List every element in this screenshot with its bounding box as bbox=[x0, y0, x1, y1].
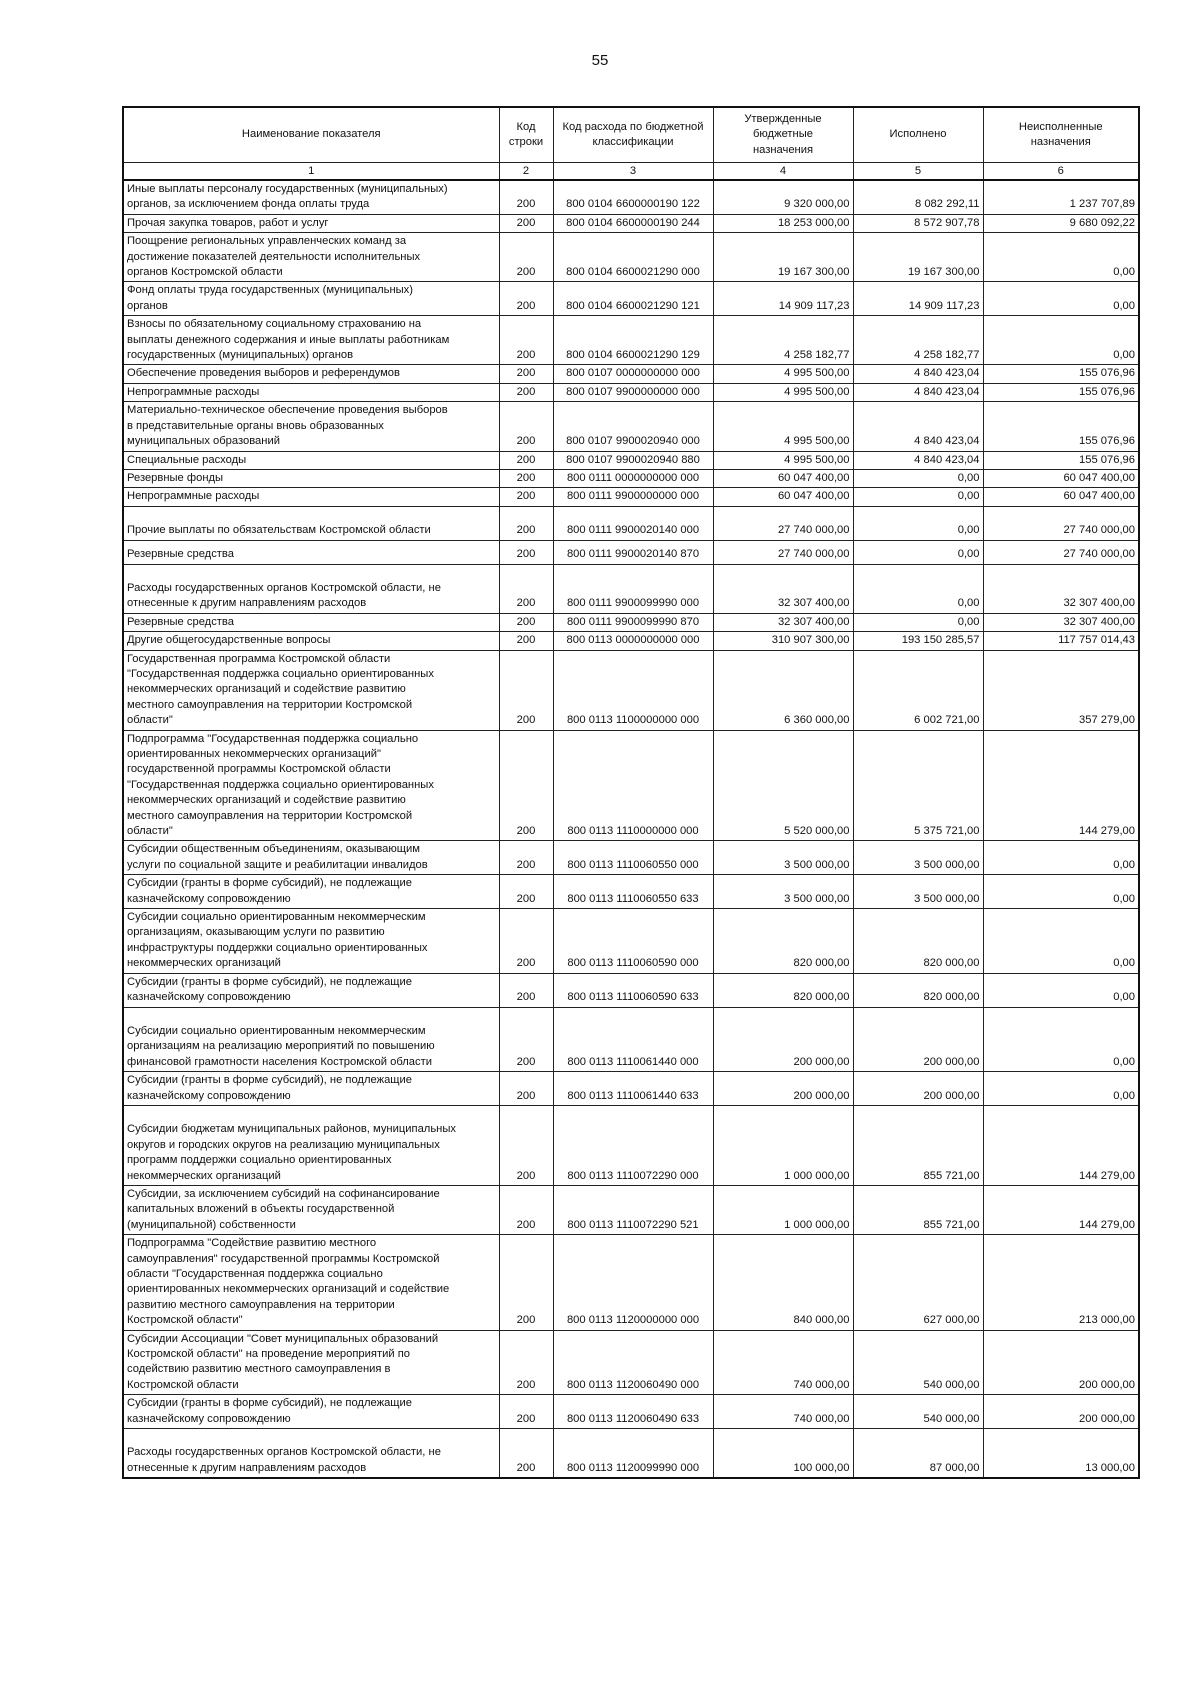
row-name-cell: Прочая закупка товаров, работ и услуг bbox=[123, 214, 499, 232]
row-executed-cell: 200 000,00 bbox=[853, 1072, 983, 1106]
row-unexecuted-cell: 27 740 000,00 bbox=[983, 540, 1139, 564]
row-approved-cell: 60 047 400,00 bbox=[713, 469, 853, 487]
row-name-cell: Резервные средства bbox=[123, 613, 499, 631]
table-row bbox=[123, 402, 1139, 451]
row-executed-cell: 4 258 182,77 bbox=[853, 316, 983, 365]
table-row bbox=[123, 1072, 1139, 1106]
row-unexecuted-cell: 200 000,00 bbox=[983, 1395, 1139, 1429]
row-unexecuted-cell: 117 757 014,43 bbox=[983, 632, 1139, 650]
row-classification-cell: 800 0111 9900099990 000 bbox=[553, 564, 713, 613]
row-approved-cell: 200 000,00 bbox=[713, 1072, 853, 1106]
row-name-cell: Субсидии социально ориентированным некоммерческим организациям, оказывающим услуги по развитию инфраструктуры поддержки социально ориентированных некоммерческих организаций bbox=[123, 909, 499, 974]
row-classification-cell: 800 0113 1110061440 633 bbox=[553, 1072, 713, 1106]
row-executed-cell: 540 000,00 bbox=[853, 1330, 983, 1395]
row-approved-cell: 32 307 400,00 bbox=[713, 564, 853, 613]
row-line-code-cell: 200 bbox=[499, 1395, 553, 1429]
row-classification-cell: 800 0111 9900000000 000 bbox=[553, 488, 713, 506]
table-row bbox=[123, 1185, 1139, 1234]
row-executed-cell: 3 500 000,00 bbox=[853, 875, 983, 909]
row-executed-cell: 0,00 bbox=[853, 506, 983, 540]
budget-execution-table bbox=[122, 106, 1140, 1479]
row-name-cell: Непрограммные расходы bbox=[123, 488, 499, 506]
row-line-code-cell: 200 bbox=[499, 383, 553, 401]
row-line-code-cell: 200 bbox=[499, 1429, 553, 1479]
header-name: Наименование показателя bbox=[123, 107, 499, 163]
table-row bbox=[123, 469, 1139, 487]
row-classification-cell: 800 0113 1110060590 000 bbox=[553, 909, 713, 974]
row-name-cell: Подпрограмма "Содействие развитию местного самоуправления" государственной программы Костромской области "Государственная поддержка социально ориентированных некоммерческих организаций и содействие развитию местного самоуправления на территории Костромской области" bbox=[123, 1235, 499, 1330]
header-line-code: Код строки bbox=[499, 107, 553, 163]
row-unexecuted-cell: 60 047 400,00 bbox=[983, 469, 1139, 487]
row-executed-cell: 4 840 423,04 bbox=[853, 451, 983, 469]
row-unexecuted-cell: 0,00 bbox=[983, 282, 1139, 316]
row-classification-cell: 800 0113 1120000000 000 bbox=[553, 1235, 713, 1330]
row-unexecuted-cell: 9 680 092,22 bbox=[983, 214, 1139, 232]
row-executed-cell: 540 000,00 bbox=[853, 1395, 983, 1429]
row-approved-cell: 100 000,00 bbox=[713, 1429, 853, 1479]
row-name-cell: Расходы государственных органов Костромской области, не отнесенные к другим направлениям расходов bbox=[123, 1429, 499, 1479]
row-line-code-cell: 200 bbox=[499, 613, 553, 631]
table-row bbox=[123, 632, 1139, 650]
row-approved-cell: 740 000,00 bbox=[713, 1395, 853, 1429]
row-line-code-cell: 200 bbox=[499, 650, 553, 730]
row-unexecuted-cell: 0,00 bbox=[983, 973, 1139, 1007]
row-name-cell: Резервные средства bbox=[123, 540, 499, 564]
table-row bbox=[123, 506, 1139, 540]
table-row bbox=[123, 1105, 1139, 1185]
row-classification-cell: 800 0113 1110060550 633 bbox=[553, 875, 713, 909]
row-approved-cell: 4 995 500,00 bbox=[713, 402, 853, 451]
column-number: 4 bbox=[713, 163, 853, 181]
row-approved-cell: 200 000,00 bbox=[713, 1007, 853, 1072]
table-row bbox=[123, 488, 1139, 506]
row-classification-cell: 800 0113 1110061440 000 bbox=[553, 1007, 713, 1072]
row-classification-cell: 800 0113 1110000000 000 bbox=[553, 730, 713, 841]
row-unexecuted-cell: 155 076,96 bbox=[983, 383, 1139, 401]
row-unexecuted-cell: 144 279,00 bbox=[983, 1105, 1139, 1185]
row-unexecuted-cell: 27 740 000,00 bbox=[983, 506, 1139, 540]
table-row bbox=[123, 613, 1139, 631]
row-name-cell: Субсидии (гранты в форме субсидий), не подлежащие казначейскому сопровождению bbox=[123, 875, 499, 909]
table-row bbox=[123, 1235, 1139, 1330]
row-executed-cell: 14 909 117,23 bbox=[853, 282, 983, 316]
row-line-code-cell: 200 bbox=[499, 564, 553, 613]
row-line-code-cell: 200 bbox=[499, 488, 553, 506]
table-row bbox=[123, 540, 1139, 564]
row-name-cell: Обеспечение проведения выборов и референдумов bbox=[123, 365, 499, 383]
row-line-code-cell: 200 bbox=[499, 540, 553, 564]
row-line-code-cell: 200 bbox=[499, 282, 553, 316]
table-row bbox=[123, 1007, 1139, 1072]
row-approved-cell: 27 740 000,00 bbox=[713, 506, 853, 540]
table-row bbox=[123, 650, 1139, 730]
row-classification-cell: 800 0113 1110072290 521 bbox=[553, 1185, 713, 1234]
row-unexecuted-cell: 0,00 bbox=[983, 1072, 1139, 1106]
row-approved-cell: 19 167 300,00 bbox=[713, 233, 853, 282]
row-classification-cell: 800 0113 1120060490 633 bbox=[553, 1395, 713, 1429]
row-approved-cell: 60 047 400,00 bbox=[713, 488, 853, 506]
row-executed-cell: 3 500 000,00 bbox=[853, 841, 983, 875]
row-classification-cell: 800 0113 0000000000 000 bbox=[553, 632, 713, 650]
header-unexecuted: Неисполненные назначения bbox=[983, 107, 1139, 163]
row-name-cell: Непрограммные расходы bbox=[123, 383, 499, 401]
row-executed-cell: 855 721,00 bbox=[853, 1105, 983, 1185]
table-header-row bbox=[123, 107, 1139, 163]
row-approved-cell: 27 740 000,00 bbox=[713, 540, 853, 564]
header-executed: Исполнено bbox=[853, 107, 983, 163]
row-executed-cell: 6 002 721,00 bbox=[853, 650, 983, 730]
row-classification-cell: 800 0113 1100000000 000 bbox=[553, 650, 713, 730]
row-executed-cell: 0,00 bbox=[853, 469, 983, 487]
row-approved-cell: 1 000 000,00 bbox=[713, 1105, 853, 1185]
row-approved-cell: 6 360 000,00 bbox=[713, 650, 853, 730]
table-row bbox=[123, 909, 1139, 974]
row-approved-cell: 14 909 117,23 bbox=[713, 282, 853, 316]
row-approved-cell: 4 995 500,00 bbox=[713, 451, 853, 469]
row-executed-cell: 855 721,00 bbox=[853, 1185, 983, 1234]
table-row bbox=[123, 282, 1139, 316]
row-unexecuted-cell: 155 076,96 bbox=[983, 365, 1139, 383]
row-name-cell: Субсидии Ассоциации "Совет муниципальных образований Костромской области" на проведение мероприятий по содействию развитию местного самоуправления в Костромской области bbox=[123, 1330, 499, 1395]
row-line-code-cell: 200 bbox=[499, 365, 553, 383]
row-line-code-cell: 200 bbox=[499, 1072, 553, 1106]
row-executed-cell: 4 840 423,04 bbox=[853, 365, 983, 383]
row-name-cell: Субсидии общественным объединениям, оказывающим услуги по социальной защите и реабилитации инвалидов bbox=[123, 841, 499, 875]
row-line-code-cell: 200 bbox=[499, 909, 553, 974]
row-approved-cell: 5 520 000,00 bbox=[713, 730, 853, 841]
row-name-cell: Резервные фонды bbox=[123, 469, 499, 487]
row-name-cell: Субсидии бюджетам муниципальных районов, муниципальных округов и городских округов на реализацию муниципальных программ поддержки социально ориентированных некоммерческих организаций bbox=[123, 1105, 499, 1185]
row-name-cell: Субсидии (гранты в форме субсидий), не подлежащие казначейскому сопровождению bbox=[123, 1395, 499, 1429]
row-line-code-cell: 200 bbox=[499, 1235, 553, 1330]
row-name-cell: Специальные расходы bbox=[123, 451, 499, 469]
table-row bbox=[123, 1330, 1139, 1395]
row-approved-cell: 820 000,00 bbox=[713, 909, 853, 974]
table-row bbox=[123, 564, 1139, 613]
column-number: 6 bbox=[983, 163, 1139, 181]
table-row bbox=[123, 451, 1139, 469]
row-line-code-cell: 200 bbox=[499, 841, 553, 875]
table-row bbox=[123, 841, 1139, 875]
row-classification-cell: 800 0111 9900099990 870 bbox=[553, 613, 713, 631]
row-line-code-cell: 200 bbox=[499, 875, 553, 909]
row-approved-cell: 32 307 400,00 bbox=[713, 613, 853, 631]
row-unexecuted-cell: 0,00 bbox=[983, 233, 1139, 282]
row-classification-cell: 800 0107 9900020940 000 bbox=[553, 402, 713, 451]
row-line-code-cell: 200 bbox=[499, 402, 553, 451]
row-name-cell: Взносы по обязательному социальному страхованию на выплаты денежного содержания и иные выплаты работникам государственных (муниципальных) органов bbox=[123, 316, 499, 365]
row-executed-cell: 87 000,00 bbox=[853, 1429, 983, 1479]
row-classification-cell: 800 0104 6600021290 121 bbox=[553, 282, 713, 316]
row-classification-cell: 800 0113 1120060490 000 bbox=[553, 1330, 713, 1395]
row-approved-cell: 4 258 182,77 bbox=[713, 316, 853, 365]
row-executed-cell: 5 375 721,00 bbox=[853, 730, 983, 841]
row-executed-cell: 193 150 285,57 bbox=[853, 632, 983, 650]
row-classification-cell: 800 0113 1120099990 000 bbox=[553, 1429, 713, 1479]
row-unexecuted-cell: 155 076,96 bbox=[983, 402, 1139, 451]
row-classification-cell: 800 0107 0000000000 000 bbox=[553, 365, 713, 383]
row-approved-cell: 3 500 000,00 bbox=[713, 875, 853, 909]
row-line-code-cell: 200 bbox=[499, 233, 553, 282]
row-name-cell: Иные выплаты персоналу государственных (муниципальных) органов, за исключением фонда оплаты труда bbox=[123, 180, 499, 214]
row-executed-cell: 627 000,00 bbox=[853, 1235, 983, 1330]
row-line-code-cell: 200 bbox=[499, 1330, 553, 1395]
row-name-cell: Субсидии социально ориентированным некоммерческим организациям на реализацию мероприятий по повышению финансовой грамотности населения Костромской области bbox=[123, 1007, 499, 1072]
row-executed-cell: 0,00 bbox=[853, 488, 983, 506]
table-row bbox=[123, 180, 1139, 214]
row-name-cell: Материально-техническое обеспечение проведения выборов в представительные органы вновь образованных муниципальных образований bbox=[123, 402, 499, 451]
row-executed-cell: 19 167 300,00 bbox=[853, 233, 983, 282]
row-unexecuted-cell: 1 237 707,89 bbox=[983, 180, 1139, 214]
row-name-cell: Субсидии, за исключением субсидий на софинансирование капитальных вложений в объекты государственной (муниципальной) собственности bbox=[123, 1185, 499, 1234]
table-row bbox=[123, 214, 1139, 232]
row-executed-cell: 8 082 292,11 bbox=[853, 180, 983, 214]
row-classification-cell: 800 0113 1110072290 000 bbox=[553, 1105, 713, 1185]
row-name-cell: Другие общегосударственные вопросы bbox=[123, 632, 499, 650]
row-unexecuted-cell: 13 000,00 bbox=[983, 1429, 1139, 1479]
row-name-cell: Расходы государственных органов Костромской области, не отнесенные к другим направлениям расходов bbox=[123, 564, 499, 613]
column-number: 3 bbox=[553, 163, 713, 181]
row-line-code-cell: 200 bbox=[499, 316, 553, 365]
table-row bbox=[123, 383, 1139, 401]
row-approved-cell: 840 000,00 bbox=[713, 1235, 853, 1330]
row-name-cell: Субсидии (гранты в форме субсидий), не подлежащие казначейскому сопровождению bbox=[123, 973, 499, 1007]
page-number: 55 bbox=[591, 52, 609, 69]
row-approved-cell: 4 995 500,00 bbox=[713, 365, 853, 383]
table-body bbox=[123, 180, 1139, 1478]
row-unexecuted-cell: 144 279,00 bbox=[983, 1185, 1139, 1234]
row-unexecuted-cell: 213 000,00 bbox=[983, 1235, 1139, 1330]
row-executed-cell: 4 840 423,04 bbox=[853, 402, 983, 451]
row-executed-cell: 0,00 bbox=[853, 540, 983, 564]
row-classification-cell: 800 0104 6600000190 244 bbox=[553, 214, 713, 232]
row-name-cell: Прочие выплаты по обязательствам Костромской области bbox=[123, 506, 499, 540]
table-row bbox=[123, 1429, 1139, 1479]
row-unexecuted-cell: 32 307 400,00 bbox=[983, 564, 1139, 613]
row-line-code-cell: 200 bbox=[499, 214, 553, 232]
row-unexecuted-cell: 0,00 bbox=[983, 909, 1139, 974]
row-approved-cell: 310 907 300,00 bbox=[713, 632, 853, 650]
row-unexecuted-cell: 200 000,00 bbox=[983, 1330, 1139, 1395]
column-number: 5 bbox=[853, 163, 983, 181]
row-line-code-cell: 200 bbox=[499, 1185, 553, 1234]
row-line-code-cell: 200 bbox=[499, 973, 553, 1007]
row-unexecuted-cell: 0,00 bbox=[983, 1007, 1139, 1072]
row-unexecuted-cell: 144 279,00 bbox=[983, 730, 1139, 841]
row-unexecuted-cell: 0,00 bbox=[983, 841, 1139, 875]
row-line-code-cell: 200 bbox=[499, 469, 553, 487]
table-row bbox=[123, 316, 1139, 365]
row-executed-cell: 820 000,00 bbox=[853, 973, 983, 1007]
row-name-cell: Фонд оплаты труда государственных (муниципальных) органов bbox=[123, 282, 499, 316]
row-line-code-cell: 200 bbox=[499, 632, 553, 650]
row-unexecuted-cell: 0,00 bbox=[983, 316, 1139, 365]
table-row bbox=[123, 1395, 1139, 1429]
row-classification-cell: 800 0104 6600021290 000 bbox=[553, 233, 713, 282]
row-executed-cell: 820 000,00 bbox=[853, 909, 983, 974]
header-approved: Утвержденные бюджетные назначения bbox=[713, 107, 853, 163]
row-unexecuted-cell: 357 279,00 bbox=[983, 650, 1139, 730]
row-approved-cell: 18 253 000,00 bbox=[713, 214, 853, 232]
row-classification-cell: 800 0104 6600000190 122 bbox=[553, 180, 713, 214]
row-classification-cell: 800 0107 9900000000 000 bbox=[553, 383, 713, 401]
row-executed-cell: 4 840 423,04 bbox=[853, 383, 983, 401]
table-row bbox=[123, 973, 1139, 1007]
row-line-code-cell: 200 bbox=[499, 1007, 553, 1072]
row-approved-cell: 1 000 000,00 bbox=[713, 1185, 853, 1234]
row-classification-cell: 800 0107 9900020940 880 bbox=[553, 451, 713, 469]
row-line-code-cell: 200 bbox=[499, 730, 553, 841]
row-classification-cell: 800 0111 0000000000 000 bbox=[553, 469, 713, 487]
column-number: 1 bbox=[123, 163, 499, 181]
table-row bbox=[123, 233, 1139, 282]
row-unexecuted-cell: 60 047 400,00 bbox=[983, 488, 1139, 506]
row-approved-cell: 3 500 000,00 bbox=[713, 841, 853, 875]
row-executed-cell: 0,00 bbox=[853, 564, 983, 613]
row-line-code-cell: 200 bbox=[499, 180, 553, 214]
row-name-cell: Подпрограмма "Государственная поддержка социально ориентированных некоммерческих организаций" государственной программы Костромской области "Государственная поддержка социально ориентированных некоммерческих организаций и содействие развитию местного самоуправления на территории Костромской области" bbox=[123, 730, 499, 841]
row-name-cell: Государственная программа Костромской области "Государственная поддержка социально ориентированных некоммерческих организаций и содействие развитию местного самоуправления на территории Костромской области" bbox=[123, 650, 499, 730]
table-row bbox=[123, 365, 1139, 383]
row-line-code-cell: 200 bbox=[499, 506, 553, 540]
row-classification-cell: 800 0113 1110060590 633 bbox=[553, 973, 713, 1007]
row-approved-cell: 9 320 000,00 bbox=[713, 180, 853, 214]
row-unexecuted-cell: 0,00 bbox=[983, 875, 1139, 909]
row-approved-cell: 740 000,00 bbox=[713, 1330, 853, 1395]
row-executed-cell: 200 000,00 bbox=[853, 1007, 983, 1072]
row-executed-cell: 0,00 bbox=[853, 613, 983, 631]
row-approved-cell: 4 995 500,00 bbox=[713, 383, 853, 401]
table-row bbox=[123, 875, 1139, 909]
row-classification-cell: 800 0113 1110060550 000 bbox=[553, 841, 713, 875]
row-name-cell: Поощрение региональных управленческих команд за достижение показателей деятельности исполнительных органов Костромской области bbox=[123, 233, 499, 282]
table-row bbox=[123, 730, 1139, 841]
row-name-cell: Субсидии (гранты в форме субсидий), не подлежащие казначейскому сопровождению bbox=[123, 1072, 499, 1106]
row-classification-cell: 800 0111 9900020140 000 bbox=[553, 506, 713, 540]
row-classification-cell: 800 0104 6600021290 129 bbox=[553, 316, 713, 365]
row-unexecuted-cell: 155 076,96 bbox=[983, 451, 1139, 469]
column-number: 2 bbox=[499, 163, 553, 181]
row-classification-cell: 800 0111 9900020140 870 bbox=[553, 540, 713, 564]
row-approved-cell: 820 000,00 bbox=[713, 973, 853, 1007]
row-unexecuted-cell: 32 307 400,00 bbox=[983, 613, 1139, 631]
header-classification: Код расхода по бюджетной классификации bbox=[553, 107, 713, 163]
row-line-code-cell: 200 bbox=[499, 1105, 553, 1185]
column-number-row bbox=[123, 163, 1139, 181]
row-line-code-cell: 200 bbox=[499, 451, 553, 469]
row-executed-cell: 8 572 907,78 bbox=[853, 214, 983, 232]
